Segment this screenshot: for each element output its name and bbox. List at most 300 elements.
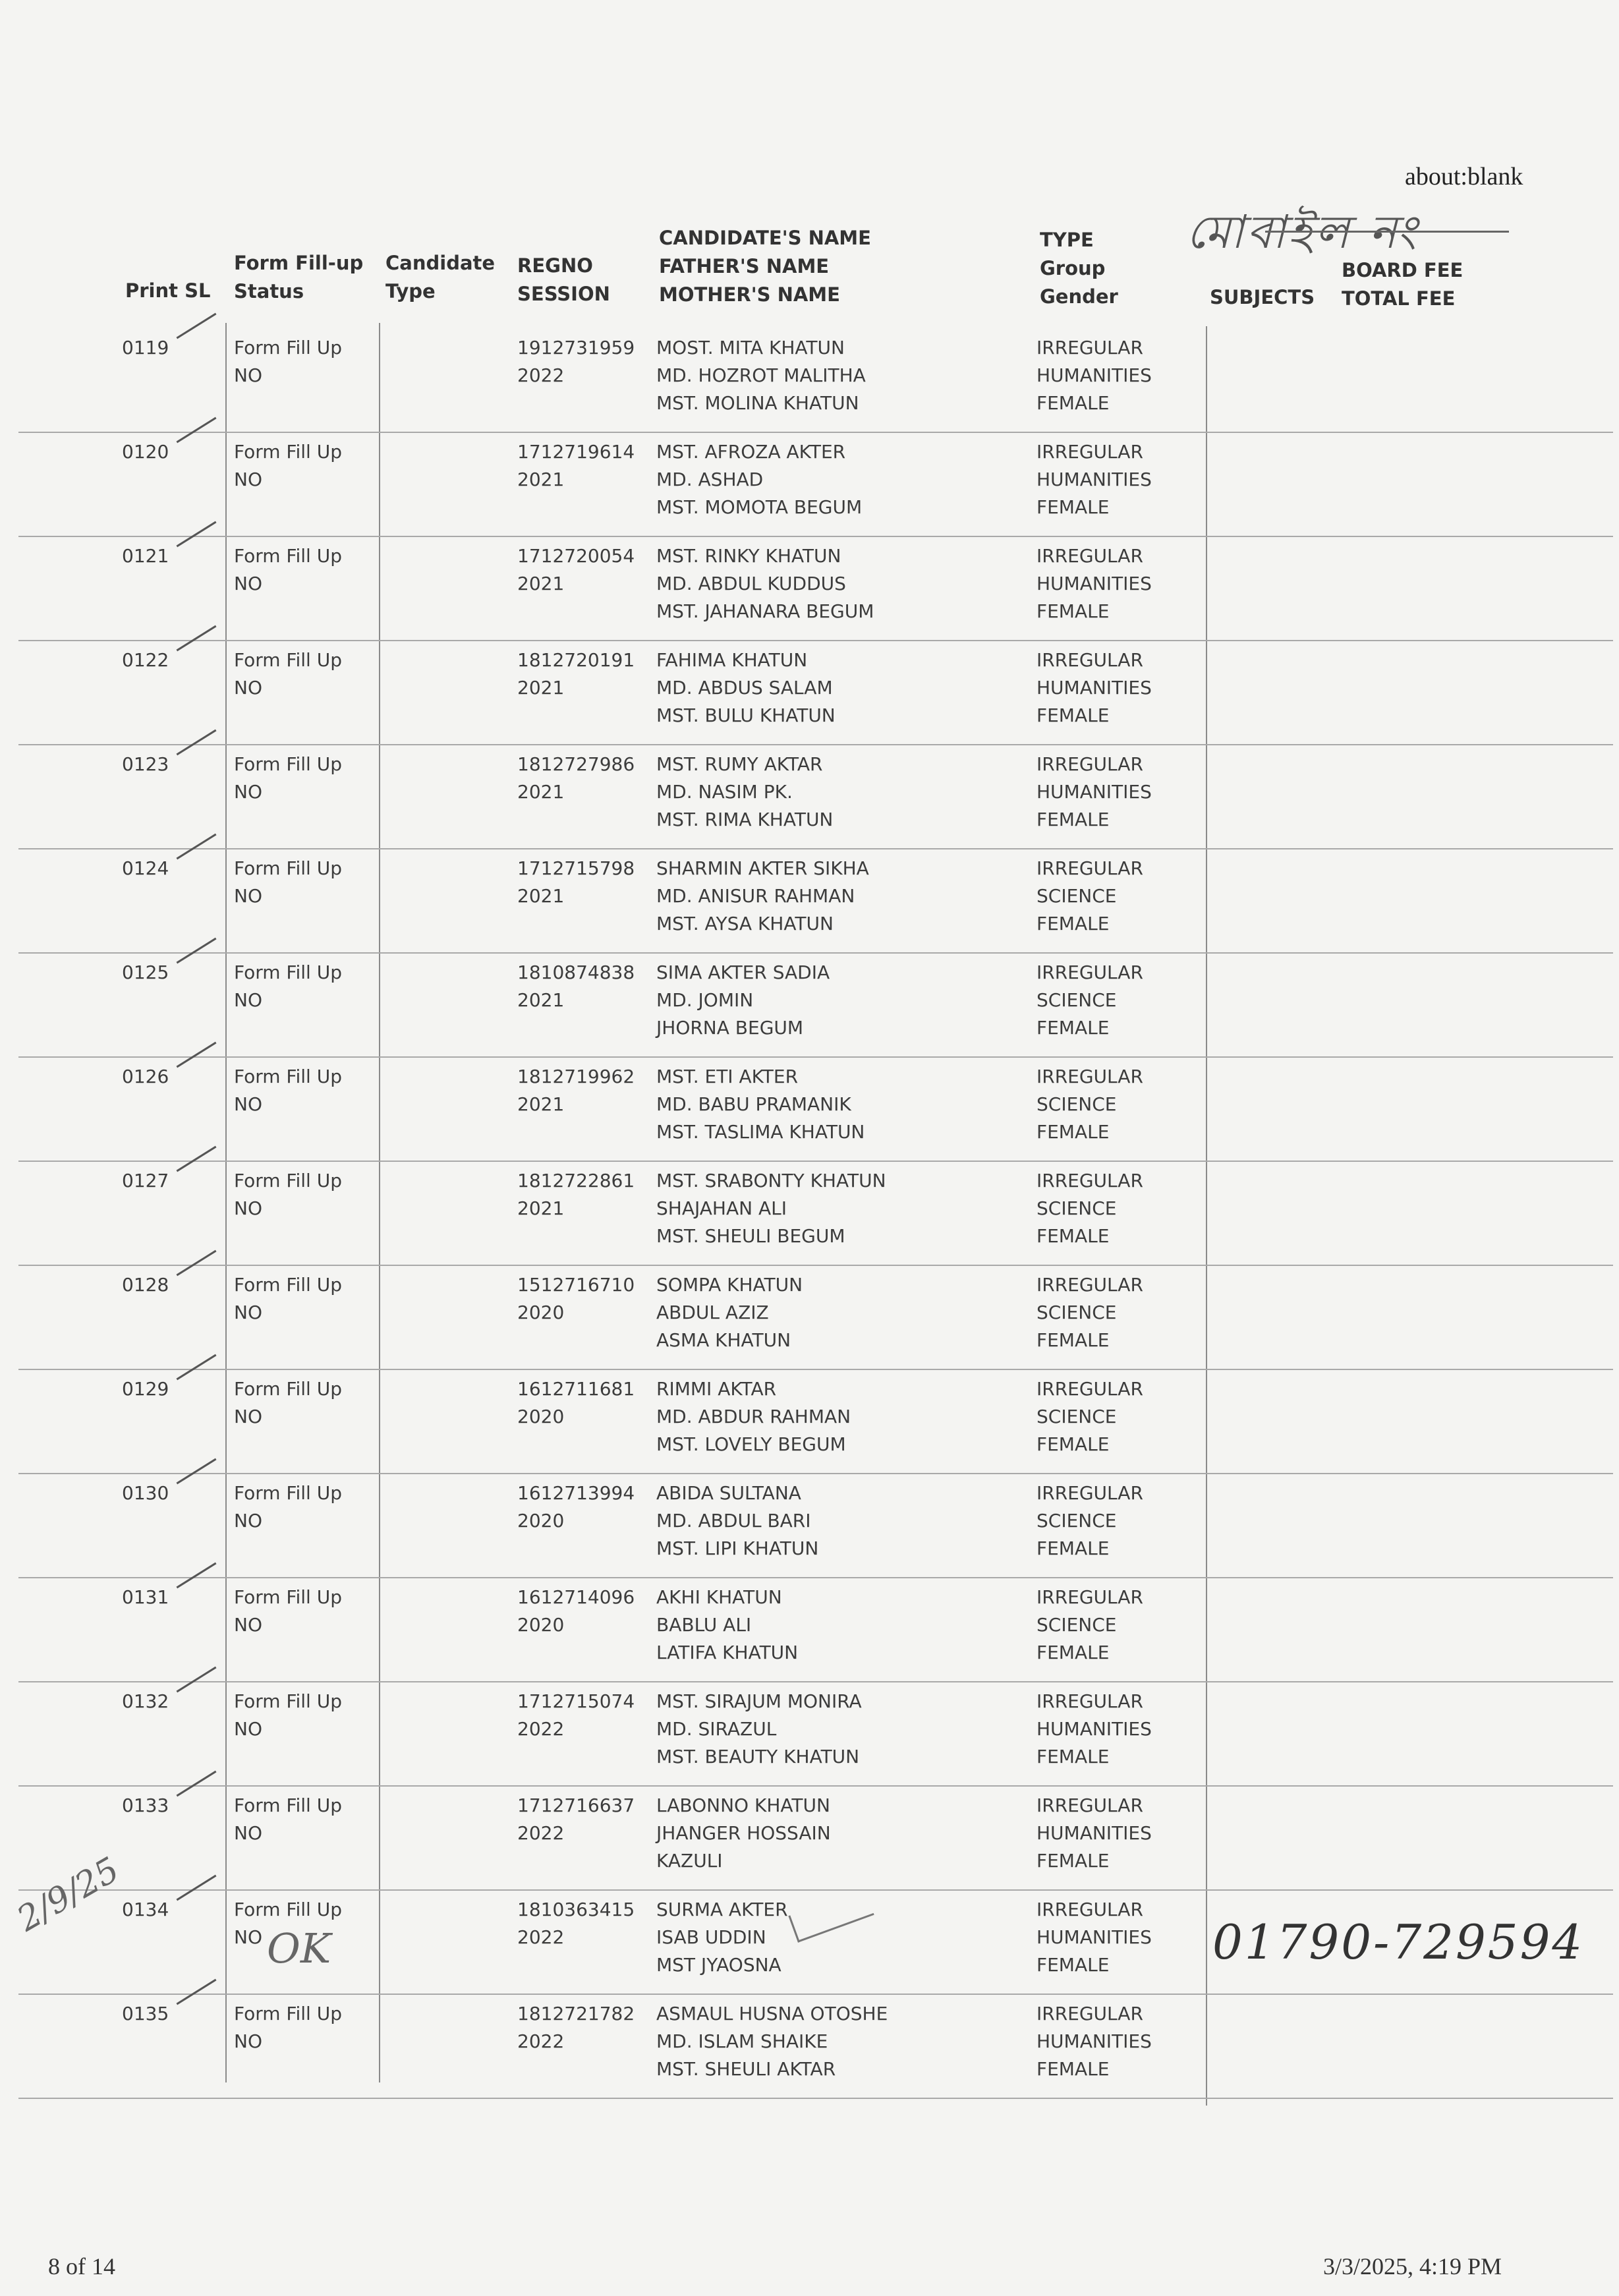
row-regno: 1812722861 [517, 1170, 635, 1191]
row-status: Form Fill Up [234, 1586, 343, 1608]
row-fillup: NO [234, 885, 262, 907]
status-cell [234, 1479, 342, 1535]
row-group: SCIENCE [1037, 1093, 1117, 1115]
regno-cell [517, 438, 635, 494]
row-name: SIMA AKTER SADIA [656, 961, 830, 983]
row-father: MD. ABDUL BARI [656, 1510, 811, 1532]
table-row [18, 951, 1613, 1058]
row-regno: 1712716637 [517, 1794, 635, 1816]
print-sl-cell [122, 959, 169, 987]
row-group: HUMANITIES [1037, 677, 1152, 699]
row-father: ABDUL AZIZ [656, 1302, 769, 1323]
type-group-cell [1037, 2000, 1152, 2083]
print-sl-cell [122, 438, 169, 466]
row-session: 2021 [517, 781, 565, 803]
print-sl-cell [122, 1479, 169, 1507]
table-row [18, 1992, 1613, 2099]
row-fillup: NO [234, 1614, 262, 1636]
row-status: Form Fill Up [234, 1794, 343, 1816]
print-sl-cell [122, 751, 169, 778]
row-regno: 1812719962 [517, 1066, 635, 1087]
row-mother: LATIFA KHATUN [656, 1642, 799, 1663]
row-status: Form Fill Up [234, 545, 343, 567]
names-cell [656, 542, 874, 625]
row-name: MST. RINKY KHATUN [656, 545, 841, 567]
row-gender: FEMALE [1037, 1121, 1110, 1143]
row-session: 2021 [517, 573, 565, 594]
names-cell [656, 1271, 803, 1354]
row-name: SOMPA KHATUN [656, 1274, 803, 1296]
print-sl-cell [122, 1688, 169, 1715]
row-session: 2022 [517, 2030, 565, 2052]
row-session: 2020 [517, 1614, 565, 1636]
row-type: IRREGULAR [1037, 1482, 1143, 1504]
row-fillup: NO [234, 1197, 262, 1219]
row-status: Form Fill Up [234, 1690, 343, 1712]
regno-cell [517, 1375, 635, 1431]
row-gender: FEMALE [1037, 1954, 1110, 1976]
row-mother: MST. LOVELY BEGUM [656, 1433, 846, 1455]
regno-cell [517, 1063, 635, 1118]
row-fillup: NO [234, 1926, 262, 1948]
row-status: Form Fill Up [234, 337, 343, 359]
regno-cell [517, 1479, 635, 1535]
row-session: 2020 [517, 1510, 565, 1532]
regno-cell [517, 334, 635, 389]
status-cell [234, 334, 342, 389]
row-group: HUMANITIES [1037, 573, 1152, 594]
row-mother: MST. SHEULI BEGUM [656, 1225, 845, 1247]
status-cell [234, 1271, 342, 1327]
type-group-cell [1037, 1688, 1152, 1771]
print-timestamp: 3/3/2025, 4:19 PM [1323, 2253, 1502, 2280]
table-row [18, 1159, 1613, 1266]
row-mother: MST JYAOSNA [656, 1954, 781, 1976]
row-gender: FEMALE [1037, 1329, 1110, 1351]
row-sl: 0133 [122, 1794, 169, 1816]
row-status: Form Fill Up [234, 961, 343, 983]
row-gender: FEMALE [1037, 496, 1110, 518]
row-father: ISAB UDDIN [656, 1926, 766, 1948]
handwritten-tick-mark [177, 313, 217, 339]
row-type: IRREGULAR [1037, 857, 1143, 879]
row-father: SHAJAHAN ALI [656, 1197, 787, 1219]
handwritten-underline [1265, 231, 1509, 233]
row-group: SCIENCE [1037, 1614, 1117, 1636]
row-regno: 1712719614 [517, 441, 635, 463]
row-name: MST. SRABONTY KHATUN [656, 1170, 886, 1191]
row-mother: MST. RIMA KHATUN [656, 809, 834, 830]
regno-cell [517, 1167, 635, 1222]
names-cell [656, 1792, 831, 1875]
row-type: IRREGULAR [1037, 1794, 1143, 1816]
names-cell [656, 438, 862, 521]
regno-cell [517, 1792, 635, 1847]
print-sl-cell [122, 334, 169, 362]
status-cell [234, 1167, 342, 1222]
row-type: IRREGULAR [1037, 441, 1143, 463]
row-father: MD. NASIM PK. [656, 781, 793, 803]
names-cell [656, 855, 869, 938]
row-mother: KAZULI [656, 1850, 723, 1872]
type-group-cell [1037, 334, 1152, 417]
row-type: IRREGULAR [1037, 1170, 1143, 1191]
row-status: Form Fill Up [234, 1170, 343, 1191]
row-sl: 0134 [122, 1899, 169, 1920]
row-regno: 1912731959 [517, 337, 635, 359]
handwritten-mobile-text: মোবাইল নং [1186, 205, 1419, 259]
row-group: SCIENCE [1037, 1302, 1117, 1323]
row-fillup: NO [234, 1510, 262, 1532]
names-cell [656, 1063, 865, 1146]
print-sl-cell [122, 1167, 169, 1195]
row-father: MD. SIRAZUL [656, 1718, 777, 1740]
print-sl-cell [122, 1584, 169, 1611]
regno-cell [517, 855, 635, 910]
header-subjects: SUBJECTS [1210, 286, 1315, 308]
row-group: HUMANITIES [1037, 1718, 1152, 1740]
row-session: 2021 [517, 989, 565, 1011]
status-cell [234, 646, 342, 702]
row-sl: 0120 [122, 441, 169, 463]
row-group: SCIENCE [1037, 1510, 1117, 1532]
names-cell [656, 1584, 798, 1667]
names-cell [656, 1375, 851, 1458]
print-sl-cell [122, 2000, 169, 2028]
row-sl: 0128 [122, 1274, 169, 1296]
row-gender: FEMALE [1037, 704, 1110, 726]
row-type: IRREGULAR [1037, 649, 1143, 671]
row-status: Form Fill Up [234, 1482, 343, 1504]
row-fillup: NO [234, 1718, 262, 1740]
row-gender: FEMALE [1037, 1746, 1110, 1767]
names-cell [656, 1479, 818, 1563]
row-father: MD. ASHAD [656, 469, 764, 490]
row-father: JHANGER HOSSAIN [656, 1822, 831, 1844]
table-row [18, 1055, 1613, 1162]
row-type: IRREGULAR [1037, 1690, 1143, 1712]
row-mother: MST. TASLIMA KHATUN [656, 1121, 865, 1143]
row-status: Form Fill Up [234, 2003, 343, 2024]
row-gender: FEMALE [1037, 1017, 1110, 1039]
status-cell [234, 1063, 342, 1118]
row-fillup: NO [234, 1822, 262, 1844]
names-cell [656, 751, 833, 834]
status-cell [234, 855, 342, 910]
row-fillup: NO [234, 989, 262, 1011]
about-blank-label: about:blank [1405, 163, 1523, 190]
row-regno: 1612713994 [517, 1482, 635, 1504]
row-session: 2021 [517, 1197, 565, 1219]
type-group-cell [1037, 1167, 1143, 1250]
header-print-sl: Print SL [125, 279, 211, 302]
print-sl-cell [122, 1375, 169, 1403]
type-group-cell [1037, 1792, 1152, 1875]
row-fillup: NO [234, 781, 262, 803]
print-sl-cell [122, 1896, 169, 1924]
print-sl-cell [122, 1792, 169, 1820]
row-gender: FEMALE [1037, 600, 1110, 622]
row-fillup: NO [234, 364, 262, 386]
row-mother: MST. SHEULI AKTAR [656, 2058, 836, 2080]
row-gender: FEMALE [1037, 1433, 1110, 1455]
row-father: MD. ABDUL KUDDUS [656, 573, 846, 594]
print-sl-cell [122, 1063, 169, 1091]
row-mother: MST. LIPI KHATUN [656, 1537, 819, 1559]
row-group: HUMANITIES [1037, 1822, 1152, 1844]
row-group: HUMANITIES [1037, 2030, 1152, 2052]
status-cell [234, 542, 342, 598]
row-name: MST. RUMY AKTAR [656, 753, 823, 775]
row-father: MD. ANISUR RAHMAN [656, 885, 855, 907]
row-sl: 0126 [122, 1066, 169, 1087]
print-sl-cell [122, 1271, 169, 1299]
row-mother: MST. MOLINA KHATUN [656, 392, 859, 414]
row-name: MOST. MITA KHATUN [656, 337, 845, 359]
row-status: Form Fill Up [234, 649, 343, 671]
row-father: MD. JOMIN [656, 989, 754, 1011]
row-session: 2022 [517, 1822, 565, 1844]
row-type: IRREGULAR [1037, 1586, 1143, 1608]
row-sl: 0132 [122, 1690, 169, 1712]
row-name: AKHI KHATUN [656, 1586, 782, 1608]
regno-cell [517, 1584, 635, 1639]
row-fillup: NO [234, 1406, 262, 1427]
row-status: Form Fill Up [234, 857, 343, 879]
row-group: HUMANITIES [1037, 1926, 1152, 1948]
regno-cell [517, 959, 635, 1014]
row-session: 2020 [517, 1406, 565, 1427]
table-row [18, 1784, 1613, 1891]
row-group: SCIENCE [1037, 1197, 1117, 1219]
row-name: LABONNO KHATUN [656, 1794, 830, 1816]
row-mother: ASMA KHATUN [656, 1329, 791, 1351]
names-cell [656, 1896, 788, 1979]
row-regno: 1712720054 [517, 545, 635, 567]
table-row [18, 1263, 1613, 1370]
names-cell [656, 959, 830, 1042]
row-gender: FEMALE [1037, 1642, 1110, 1663]
row-sl: 0135 [122, 2003, 169, 2024]
type-group-cell [1037, 646, 1152, 730]
row-mother: MST. BULU KHATUN [656, 704, 836, 726]
row-name: ABIDA SULTANA [656, 1482, 801, 1504]
row-sl: 0131 [122, 1586, 169, 1608]
regno-cell [517, 646, 635, 702]
regno-cell [517, 542, 635, 598]
row-sl: 0119 [122, 337, 169, 359]
row-father: MD. BABU PRAMANIK [656, 1093, 851, 1115]
row-regno: 1810363415 [517, 1899, 635, 1920]
row-regno: 1812727986 [517, 753, 635, 775]
row-type: IRREGULAR [1037, 337, 1143, 359]
table-row [18, 534, 1613, 641]
table-row [18, 326, 1613, 433]
row-regno: 1812720191 [517, 649, 635, 671]
names-cell [656, 646, 836, 730]
row-session: 2021 [517, 1093, 565, 1115]
row-sl: 0127 [122, 1170, 169, 1191]
type-group-cell [1037, 855, 1143, 938]
table-row [18, 1367, 1613, 1474]
row-type: IRREGULAR [1037, 961, 1143, 983]
row-name: ASMAUL HUSNA OTOSHE [656, 2003, 888, 2024]
row-fillup: NO [234, 677, 262, 699]
handwritten-ok-mark: OK [267, 1924, 331, 1972]
row-type: IRREGULAR [1037, 2003, 1143, 2024]
table-row [18, 1472, 1613, 1578]
row-fillup: NO [234, 469, 262, 490]
row-session: 2021 [517, 677, 565, 699]
row-regno: 1512716710 [517, 1274, 635, 1296]
row-type: IRREGULAR [1037, 1274, 1143, 1296]
row-gender: FEMALE [1037, 392, 1110, 414]
row-mother: MST. JAHANARA BEGUM [656, 600, 874, 622]
status-cell [234, 438, 342, 494]
type-group-cell [1037, 1271, 1143, 1354]
row-sl: 0130 [122, 1482, 169, 1504]
row-group: SCIENCE [1037, 989, 1117, 1011]
row-sl: 0122 [122, 649, 169, 671]
regno-cell [517, 1271, 635, 1327]
row-name: MST. SIRAJUM MONIRA [656, 1690, 862, 1712]
row-session: 2020 [517, 1302, 565, 1323]
row-sl: 0121 [122, 545, 169, 567]
header-names: CANDIDATE'S NAME FATHER'S NAME MOTHER'S NAME [659, 227, 871, 306]
regno-cell [517, 2000, 635, 2055]
names-cell [656, 2000, 888, 2083]
row-group: HUMANITIES [1037, 781, 1152, 803]
type-group-cell [1037, 1896, 1152, 1979]
names-cell [656, 1688, 862, 1771]
type-group-cell [1037, 1479, 1143, 1563]
row-status: Form Fill Up [234, 1899, 343, 1920]
table-row [18, 1576, 1613, 1682]
row-fillup: NO [234, 573, 262, 594]
table-row [18, 847, 1613, 954]
type-group-cell [1037, 542, 1152, 625]
status-cell [234, 1792, 342, 1847]
names-cell [656, 334, 866, 417]
row-name: SURMA AKTER [656, 1899, 788, 1920]
row-father: MD. ABDUR RAHMAN [656, 1406, 851, 1427]
status-cell [234, 959, 342, 1014]
row-session: 2021 [517, 469, 565, 490]
row-sl: 0125 [122, 961, 169, 983]
row-name: SHARMIN AKTER SIKHA [656, 857, 869, 879]
row-status: Form Fill Up [234, 753, 343, 775]
regno-cell [517, 751, 635, 806]
row-session: 2022 [517, 364, 565, 386]
row-type: IRREGULAR [1037, 753, 1143, 775]
row-regno: 1812721782 [517, 2003, 635, 2024]
row-gender: FEMALE [1037, 2058, 1110, 2080]
row-sl: 0124 [122, 857, 169, 879]
row-father: MD. HOZROT MALITHA [656, 364, 866, 386]
row-group: SCIENCE [1037, 1406, 1117, 1427]
table-row [18, 743, 1613, 849]
status-cell [234, 1688, 342, 1743]
row-regno: 1712715074 [517, 1690, 635, 1712]
type-group-cell [1037, 1584, 1143, 1667]
row-father: MD. ABDUS SALAM [656, 677, 833, 699]
names-cell [656, 1167, 886, 1250]
page-number: 8 of 14 [48, 2253, 115, 2280]
header-fees: BOARD FEE TOTAL FEE [1342, 259, 1463, 310]
row-type: IRREGULAR [1037, 545, 1143, 567]
row-status: Form Fill Up [234, 1066, 343, 1087]
row-fillup: NO [234, 2030, 262, 2052]
header-form-fillup: Form Fill-up Status [234, 252, 364, 302]
header-type-group-gender: TYPE Group Gender [1040, 229, 1118, 308]
row-type: IRREGULAR [1037, 1378, 1143, 1400]
row-gender: FEMALE [1037, 1850, 1110, 1872]
table-row [18, 1680, 1613, 1787]
header-regno-session: REGNO SESSION [517, 254, 610, 305]
row-sl: 0129 [122, 1378, 169, 1400]
row-name: RIMMI AKTAR [656, 1378, 777, 1400]
row-gender: FEMALE [1037, 1537, 1110, 1559]
row-gender: FEMALE [1037, 809, 1110, 830]
row-name: FAHIMA KHATUN [656, 649, 808, 671]
status-cell [234, 751, 342, 806]
type-group-cell [1037, 1063, 1143, 1146]
regno-cell [517, 1688, 635, 1743]
row-mother: MST. MOMOTA BEGUM [656, 496, 863, 518]
row-regno: 1712715798 [517, 857, 635, 879]
type-group-cell [1037, 438, 1152, 521]
row-session: 2021 [517, 885, 565, 907]
row-status: Form Fill Up [234, 441, 343, 463]
status-cell [234, 1584, 342, 1639]
row-gender: FEMALE [1037, 913, 1110, 934]
row-sl: 0123 [122, 753, 169, 775]
type-group-cell [1037, 751, 1152, 834]
row-name: MST. AFROZA AKTER [656, 441, 846, 463]
print-sl-cell [122, 855, 169, 882]
row-fillup: NO [234, 1093, 262, 1115]
type-group-cell [1037, 1375, 1143, 1458]
row-gender: FEMALE [1037, 1225, 1110, 1247]
row-regno: 1612711681 [517, 1378, 635, 1400]
row-name: MST. ETI AKTER [656, 1066, 799, 1087]
row-group: SCIENCE [1037, 885, 1117, 907]
type-group-cell [1037, 959, 1143, 1042]
row-status: Form Fill Up [234, 1378, 343, 1400]
row-type: IRREGULAR [1037, 1899, 1143, 1920]
row-regno: 1612714096 [517, 1586, 635, 1608]
row-type: IRREGULAR [1037, 1066, 1143, 1087]
regno-cell [517, 1896, 635, 1951]
row-session: 2022 [517, 1718, 565, 1740]
table-row [18, 639, 1613, 745]
row-session: 2022 [517, 1926, 565, 1948]
handwritten-margin-note: 2/9/25 [11, 1850, 127, 1939]
row-group: HUMANITIES [1037, 469, 1152, 490]
row-mother: MST. BEAUTY KHATUN [656, 1746, 860, 1767]
row-mother: MST. AYSA KHATUN [656, 913, 834, 934]
row-group: HUMANITIES [1037, 364, 1152, 386]
table-row [18, 430, 1613, 537]
row-father: BABLU ALI [656, 1614, 752, 1636]
handwritten-phone-number: 01790-729594 [1212, 1914, 1585, 1970]
row-fillup: NO [234, 1302, 262, 1323]
print-sl-cell [122, 542, 169, 570]
row-regno: 1810874838 [517, 961, 635, 983]
row-mother: JHORNA BEGUM [656, 1017, 804, 1039]
print-sl-cell [122, 646, 169, 674]
status-cell [234, 2000, 342, 2055]
